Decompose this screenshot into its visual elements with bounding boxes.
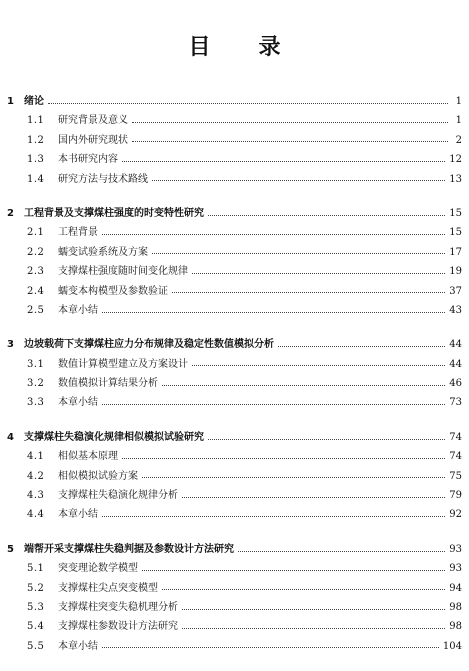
toc-entry-number: 4.2: [27, 470, 45, 482]
toc-entry-number: 2: [7, 207, 14, 219]
toc-entry-page-number: 93: [449, 543, 462, 555]
toc-entry-number: 1.3: [27, 154, 45, 166]
dot-leader: [162, 385, 445, 386]
toc-chapter: [0, 428, 469, 525]
toc-section-entry[interactable]: [0, 505, 469, 524]
toc-section-entry[interactable]: [0, 579, 469, 598]
toc-entry-page-number: 94: [449, 582, 462, 594]
toc-entry-title: 工程背景及支撑煤柱强度的时变特性研究: [24, 207, 204, 219]
toc-entry-title: 支撑煤柱参数设计方法研究: [58, 621, 178, 633]
dot-leader: [162, 589, 445, 590]
toc-entry-number: 1.4: [27, 173, 45, 185]
toc-entry-page-number: 13: [449, 173, 462, 185]
toc-entry-title: 绪论: [24, 96, 44, 107]
toc-section-entry[interactable]: [0, 243, 469, 262]
toc-entry-number: 2.1: [27, 227, 45, 239]
toc-entry-number: 2.4: [27, 285, 45, 297]
toc-entry-title: 支撑煤柱尖点突变模型: [58, 582, 158, 594]
toc-section-entry[interactable]: [0, 486, 469, 505]
toc-entry-title: 本章小结: [58, 509, 98, 521]
toc-entry-title: 相似基本原理: [58, 451, 118, 463]
toc-entry-page-number: 79: [449, 490, 462, 502]
toc-entry-number: 1: [7, 96, 14, 107]
toc-entry-title: 相似模拟试验方案: [58, 470, 138, 482]
toc-entry-page-number: 17: [449, 246, 462, 258]
toc-entry-title: 本章小结: [58, 640, 98, 652]
dot-leader: [182, 628, 445, 629]
toc-entry-number: 4: [7, 431, 14, 443]
toc-entry-number: 5.4: [27, 621, 45, 633]
page-title: [0, 30, 469, 61]
dot-leader: [102, 516, 445, 517]
toc-chapter-entry[interactable]: [0, 335, 469, 354]
toc-entry-page-number: 12: [449, 154, 462, 166]
toc-entry-number: 5: [7, 543, 14, 555]
toc-entry-title: 支撑煤柱强度随时间变化规律: [58, 266, 188, 278]
toc-section-entry[interactable]: [0, 111, 469, 130]
toc-section-entry[interactable]: [0, 131, 469, 150]
toc-entry-title: 蠕变本构模型及参数验证: [58, 285, 168, 297]
dot-leader: [152, 180, 445, 181]
toc-entry-title: 数值模拟计算结果分析: [58, 378, 158, 390]
dot-leader: [132, 122, 448, 123]
toc-entry-number: 4.3: [27, 490, 45, 502]
toc-chapter-entry[interactable]: [0, 540, 469, 559]
dot-leader: [278, 346, 445, 347]
toc-entry-page-number: 1: [455, 115, 462, 127]
dot-leader: [172, 292, 445, 293]
toc-entry-title: 国内外研究现状: [58, 134, 128, 146]
dot-leader: [208, 215, 445, 216]
dot-leader: [102, 647, 439, 648]
toc-section-entry[interactable]: [0, 617, 469, 636]
toc-entry-number: 2.2: [27, 246, 45, 258]
toc-entry-number: 3.1: [27, 358, 45, 370]
toc-entry-page-number: 43: [449, 304, 462, 316]
toc-entry-page-number: 98: [449, 621, 462, 633]
toc-entry-page-number: 1: [455, 96, 462, 107]
toc-chapter: [0, 540, 469, 656]
toc-entry-page-number: 74: [449, 451, 462, 463]
toc-chapter-entry[interactable]: [0, 204, 469, 223]
toc-entry-number: 1.1: [27, 115, 45, 127]
page-title-left: 目: [188, 35, 211, 60]
toc-section-entry[interactable]: [0, 170, 469, 189]
toc-entry-number: 3.3: [27, 397, 45, 409]
toc-entry-number: 5.1: [27, 563, 45, 575]
toc-section-entry[interactable]: [0, 467, 469, 486]
toc-entry-number: 4.4: [27, 509, 45, 521]
dot-leader: [132, 141, 448, 142]
toc-chapter-entry[interactable]: [0, 428, 469, 447]
dot-leader: [208, 439, 445, 440]
toc-entry-number: 3: [7, 339, 14, 351]
dot-leader: [142, 477, 445, 478]
dot-leader: [238, 551, 445, 552]
toc-entry-title: 本章小结: [58, 304, 98, 316]
toc-section-entry[interactable]: [0, 301, 469, 320]
dot-leader: [142, 570, 445, 571]
toc-entry-number: 1.2: [27, 134, 45, 146]
toc-entry-page-number: 74: [449, 431, 462, 443]
toc-entry-title: 突变理论数学模型: [58, 563, 138, 575]
toc-entry-title: 研究背景及意义: [58, 115, 128, 127]
toc-chapter-entry[interactable]: [0, 92, 469, 111]
toc-section-entry[interactable]: [0, 150, 469, 169]
toc-entry-number: 5.2: [27, 582, 45, 594]
toc-entry-page-number: 75: [449, 470, 462, 482]
toc-entry-page-number: 73: [449, 397, 462, 409]
toc-entry-number: 4.1: [27, 451, 45, 463]
dot-leader: [102, 404, 445, 405]
toc-section-entry[interactable]: [0, 598, 469, 617]
toc-entry-number: 5.3: [27, 601, 45, 613]
toc-chapter: [0, 335, 469, 413]
page-title-right: 录: [258, 35, 281, 60]
dot-leader: [182, 497, 445, 498]
dot-leader: [122, 458, 445, 459]
toc-entry-page-number: 44: [449, 358, 462, 370]
toc-entry-page-number: 2: [455, 134, 462, 146]
toc-entry-title: 支撑煤柱失稳演化规律分析: [58, 490, 178, 502]
toc-entry-title: 本章小结: [58, 397, 98, 409]
dot-leader: [102, 234, 445, 235]
toc-entry-title: 支撑煤柱突变失稳机理分析: [58, 601, 178, 613]
toc-entry-title: 研究方法与技术路线: [58, 173, 148, 185]
toc-section-entry[interactable]: [0, 355, 469, 374]
table-of-contents: [0, 92, 469, 671]
dot-leader: [192, 273, 445, 274]
toc-entry-number: 3.2: [27, 378, 45, 390]
toc-entry-page-number: 104: [442, 640, 462, 652]
toc-section-entry[interactable]: [0, 223, 469, 242]
toc-entry-title: 数值计算模型建立及方案设计: [58, 358, 188, 370]
toc-entry-title: 工程背景: [58, 227, 98, 239]
toc-entry-page-number: 93: [449, 563, 462, 575]
toc-entry-page-number: 92: [449, 509, 462, 521]
toc-section-entry[interactable]: [0, 637, 469, 656]
toc-entry-title: 端帮开采支撑煤柱失稳判据及参数设计方法研究: [24, 543, 234, 555]
toc-entry-page-number: 37: [449, 285, 462, 297]
toc-section-entry[interactable]: [0, 559, 469, 578]
toc-entry-title: 蠕变试验系统及方案: [58, 246, 148, 258]
dot-leader: [48, 103, 448, 104]
toc-entry-number: 2.5: [27, 304, 45, 316]
toc-section-entry[interactable]: [0, 262, 469, 281]
dot-leader: [182, 609, 445, 610]
toc-entry-number: 2.3: [27, 266, 45, 278]
toc-entry-number: 5.5: [27, 640, 45, 652]
toc-entry-page-number: 98: [449, 601, 462, 613]
dot-leader: [102, 312, 445, 313]
dot-leader: [192, 365, 445, 366]
toc-chapter: [0, 92, 469, 189]
toc-entry-page-number: 15: [449, 227, 462, 239]
toc-section-entry[interactable]: [0, 393, 469, 412]
toc-entry-page-number: 44: [449, 339, 462, 351]
dot-leader: [152, 253, 445, 254]
toc-entry-page-number: 19: [449, 266, 462, 278]
toc-section-entry[interactable]: [0, 374, 469, 393]
toc-chapter: [0, 204, 469, 320]
toc-entry-title: 边坡载荷下支撑煤柱应力分布规律及稳定性数值模拟分析: [24, 339, 274, 351]
toc-entry-page-number: 15: [449, 207, 462, 219]
toc-entry-title: 本书研究内容: [58, 154, 118, 166]
toc-entry-page-number: 46: [449, 378, 462, 390]
toc-section-entry[interactable]: [0, 447, 469, 466]
toc-section-entry[interactable]: [0, 282, 469, 301]
dot-leader: [122, 161, 445, 162]
toc-entry-title: 支撑煤柱失稳演化规律相似模拟试验研究: [24, 431, 204, 443]
